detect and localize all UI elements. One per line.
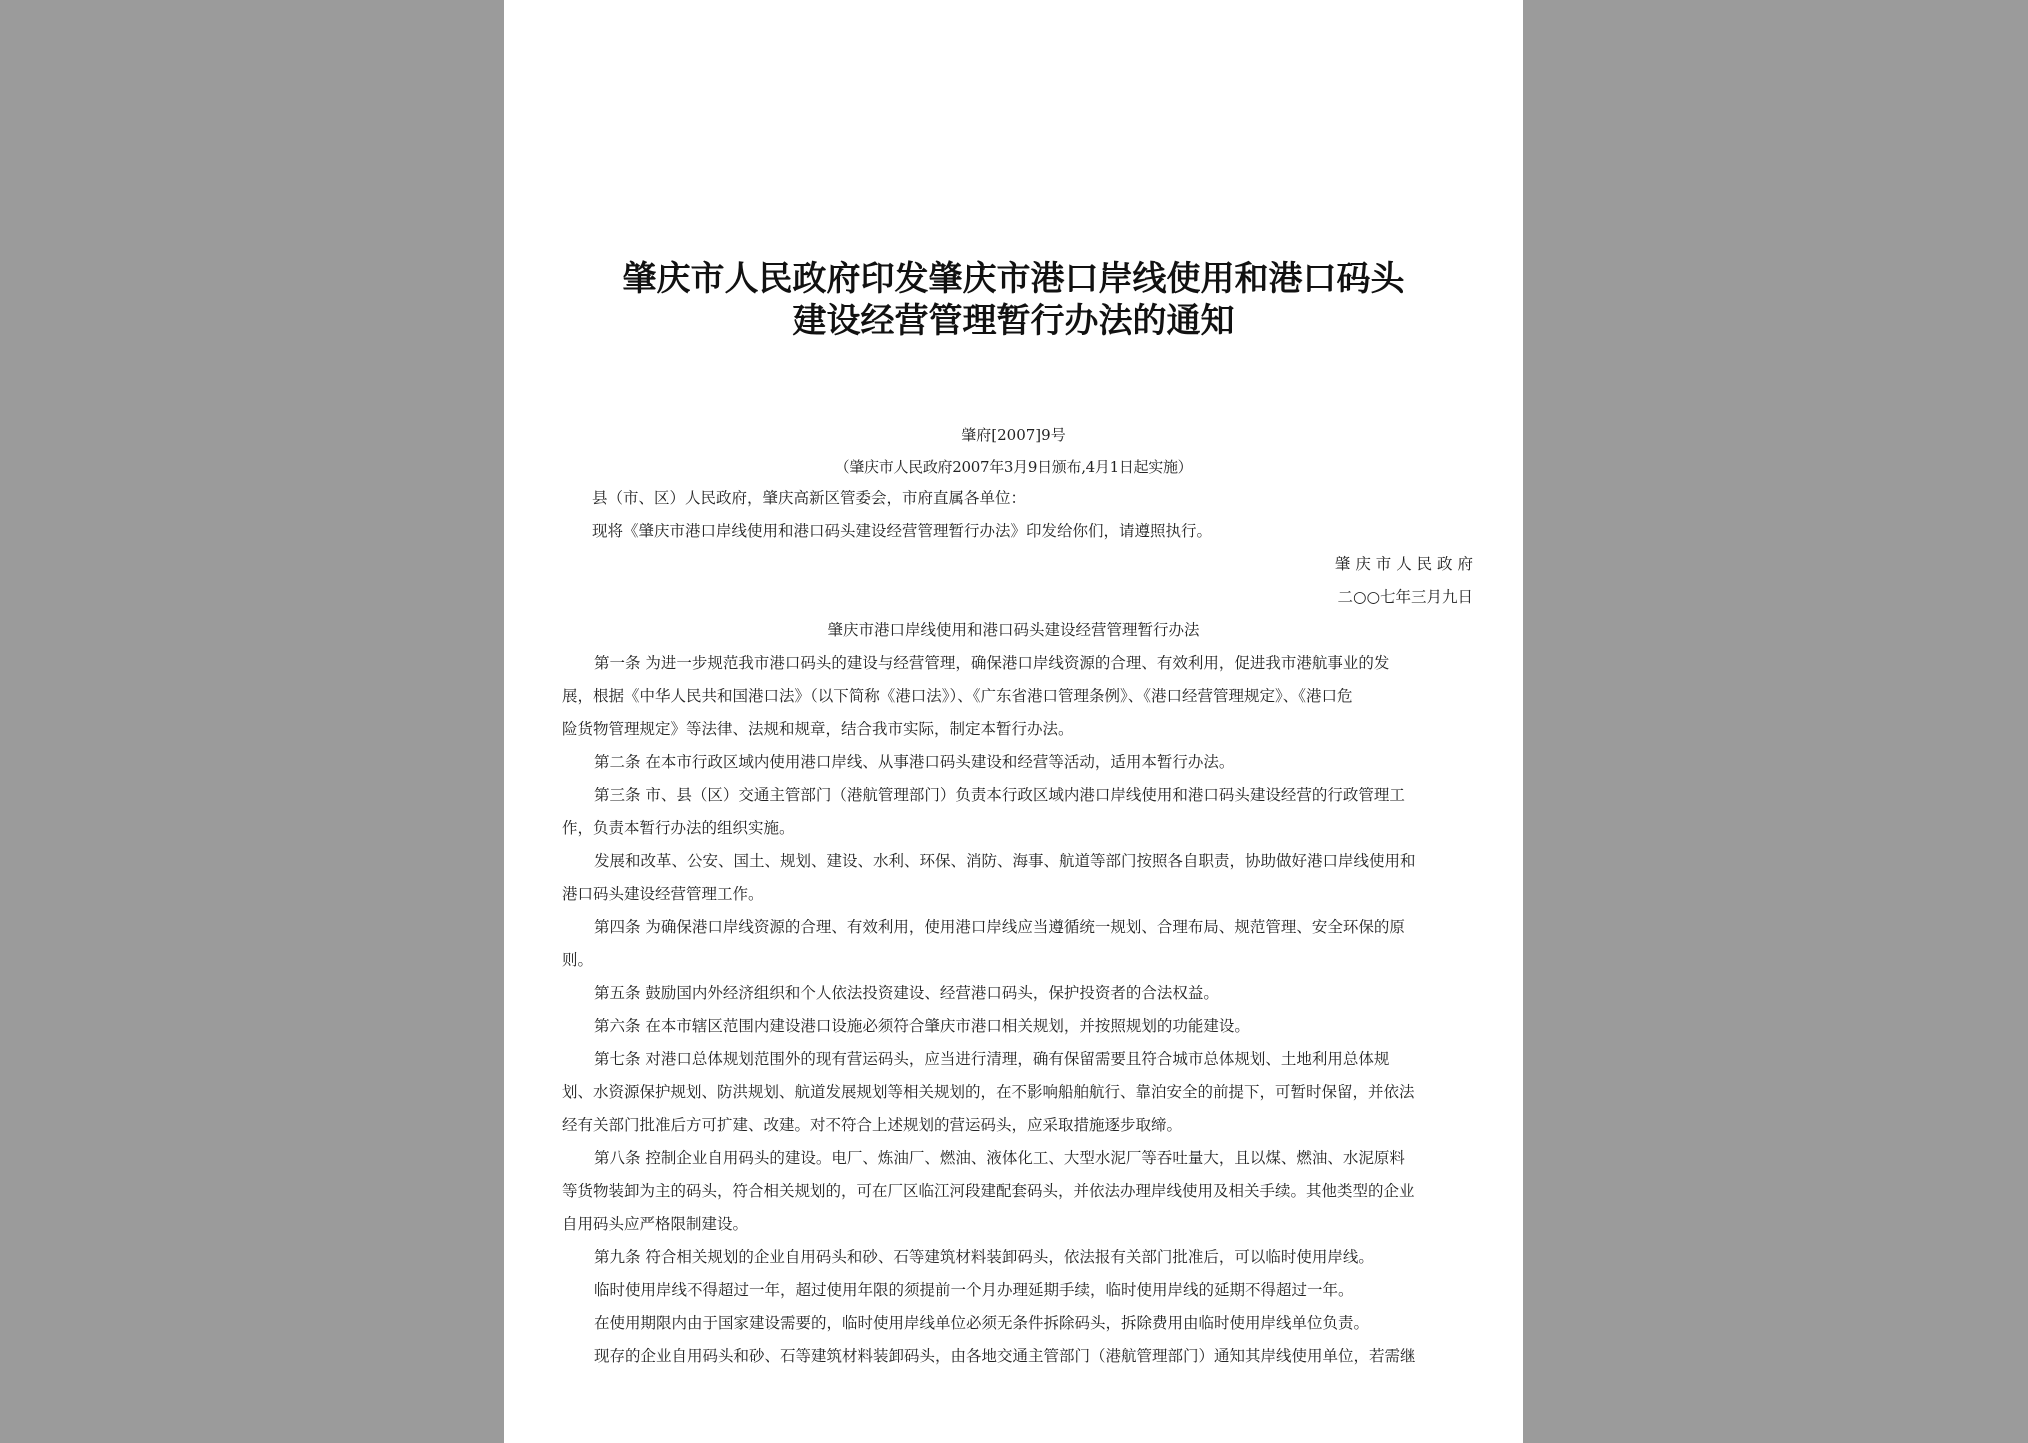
text-line: 港口码头建设经营管理工作。: [562, 885, 764, 903]
text-line: 则。: [562, 951, 594, 969]
signature-date: 二○○七年三月九日: [1337, 588, 1473, 606]
text-line: 划、水资源保护规划、防洪规划、航道发展规划等相关规划的，在不影响船舶航行、靠泊安全的前提下，可暂时保留，并依法: [562, 1083, 1415, 1101]
text-line: 第八条 控制企业自用码头的建设。电厂、炼油厂、燃油、液体化工、大型水泥厂等吞吐量大，且以煤、燃油、水泥原料: [594, 1149, 1405, 1167]
title-line-2: 建设经营管理暂行办法的通知: [792, 301, 1235, 341]
salutation: 县（市、区）人民政府，肇庆高新区管委会，市府直属各单位：: [592, 489, 1027, 507]
text-line: 现存的企业自用码头和砂、石等建筑材料装卸码头，由各地交通主管部门（港航管理部门）通知其岸线使用单位，若需继: [594, 1347, 1416, 1365]
signature-organization: 肇 庆 市 人 民 政 府: [1334, 555, 1473, 573]
text-line: 第四条 为确保港口岸线资源的合理、有效利用，使用港口岸线应当遵循统一规划、合理布局、规范管理、安全环保的原: [594, 918, 1405, 936]
document-title: [504, 258, 1523, 342]
issue-note: （肇庆市人民政府2007年3月9日颁布,4月1日起实施）: [834, 458, 1193, 476]
text-line: 作，负责本暂行办法的组织实施。: [562, 819, 795, 837]
text-line: 临时使用岸线不得超过一年，超过使用年限的须提前一个月办理延期手续，临时使用岸线的延期不得超过一年。: [594, 1281, 1354, 1299]
intro-paragraph: 现将《肇庆市港口岸线使用和港口码头建设经营管理暂行办法》印发给你们，请遵照执行。: [592, 522, 1213, 540]
text-line: 第三条 市、县（区）交通主管部门（港航管理部门）负责本行政区域内港口岸线使用和港口码头建设经营的行政管理工: [594, 786, 1405, 804]
text-line: 经有关部门批准后方可扩建、改建。对不符合上述规划的营运码头，应采取措施逐步取缔。: [562, 1116, 1183, 1134]
measures-title: 肇庆市港口岸线使用和港口码头建设经营管理暂行办法: [827, 621, 1200, 639]
document-number: 肇府[2007]9号: [961, 426, 1066, 444]
text-line: 发展和改革、公安、国土、规划、建设、水利、环保、消防、海事、航道等部门按照各自职责，协助做好港口岸线使用和: [594, 852, 1416, 870]
text-line: 等货物装卸为主的码头，符合相关规划的，可在厂区临江河段建配套码头，并依法办理岸线使用及相关手续。其他类型的企业: [562, 1182, 1415, 1200]
text-line: 第二条 在本市行政区域内使用港口岸线、从事港口码头建设和经营等活动，适用本暂行办法。: [594, 753, 1235, 771]
text-line: 展，根据《中华人民共和国港口法》（以下简称《港口法》）、《广东省港口管理条例》、《港口经营管理规定》、《港口危: [562, 687, 1353, 705]
text-line: 第一条 为进一步规范我市港口码头的建设与经营管理，确保港口岸线资源的合理、有效利用，促进我市港航事业的发: [594, 654, 1390, 672]
text-line: 自用码头应严格限制建设。: [562, 1215, 749, 1233]
text-line: 在使用期限内由于国家建设需要的，临时使用岸线单位必须无条件拆除码头，拆除费用由临时使用岸线单位负责。: [594, 1314, 1370, 1332]
document-page: [504, 0, 1523, 1443]
text-line: 第六条 在本市辖区范围内建设港口设施必须符合肇庆市港口相关规划，并按照规划的功能建设。: [594, 1017, 1250, 1035]
text-line: 第五条 鼓励国内外经济组织和个人依法投资建设、经营港口码头，保护投资者的合法权益。: [594, 984, 1219, 1002]
title-line-1: 肇庆市人民政府印发肇庆市港口岸线使用和港口码头: [622, 259, 1405, 299]
text-line: 第九条 符合相关规划的企业自用码头和砂、石等建筑材料装卸码头，依法报有关部门批准后，可以临时使用岸线。: [594, 1248, 1374, 1266]
text-line: 第七条 对港口总体规划范围外的现有营运码头，应当进行清理，确有保留需要且符合城市总体规划、土地利用总体规: [594, 1050, 1390, 1068]
text-line: 险货物管理规定》等法律、法规和规章，结合我市实际，制定本暂行办法。: [562, 720, 1074, 738]
